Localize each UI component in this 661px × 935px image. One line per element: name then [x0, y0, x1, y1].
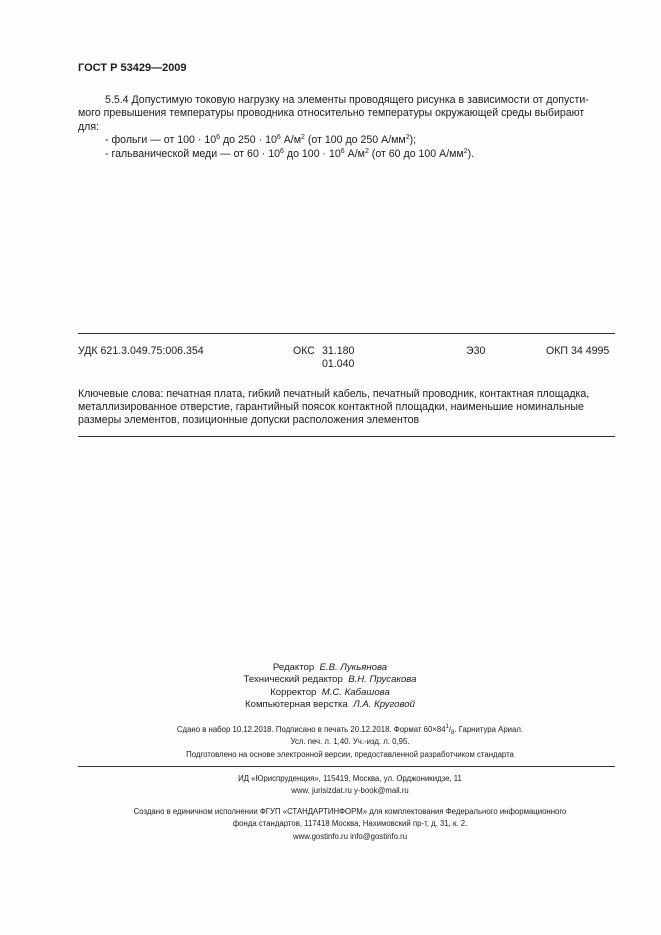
oks-code-2: 01.040	[322, 358, 355, 370]
copper-item	[78, 148, 616, 161]
publisher-line-1: ИД «Юриспруденция», 115419, Москва, ул. Орджоникидзе, 11	[238, 774, 462, 783]
keywords-line-3: размеры элементов, позиционные допуски расположения элементов	[78, 414, 420, 427]
credit-label: Компьютерная верстка	[245, 699, 348, 711]
clause-line-3: для:	[78, 120, 100, 133]
copper-exp: 6	[340, 147, 345, 155]
keywords-line-2: металлизированное отверстие, гарантийный поясок контактной площадки, наименьшие номинальные	[78, 401, 584, 414]
foil-exp: 2	[301, 134, 305, 142]
credit-label: Корректор	[270, 686, 317, 698]
publisher-line-2: www. jurisizdat.ru y-book@mail.ru	[291, 786, 409, 796]
format-fraction: $^1/_8$	[445, 724, 455, 736]
foil-text: до 250 · 10	[220, 134, 277, 147]
copper-text: (от 60 до 100 А/мм	[368, 147, 464, 160]
divider-top	[78, 333, 615, 334]
print-info-line-3: Подготовлено на основе электронной версии, предоставленной разработчиком стандарта	[186, 749, 514, 759]
e-code: Э30	[466, 345, 486, 357]
foil-text: А/м	[280, 134, 302, 147]
producer-line-2: фонда стандартов, 117418 Москва, Нахимовский пр-т, д. 31, к. 2.	[232, 819, 468, 829]
producer-line-1: Создано в единичном исполнении ФГУП «СТАНДАРТИНФОРМ» для комплектования Федерального информационного	[133, 807, 567, 816]
foil-item	[78, 134, 616, 147]
credit-label: Технический редактор	[243, 674, 343, 686]
foil-text: (от 100 до 250 А/мм	[304, 134, 406, 147]
credit-layout	[200, 699, 460, 711]
foil-text: - фольги — от 100 · 10	[105, 134, 217, 147]
keywords	[78, 388, 618, 428]
print-info-text: Сдано в набор 10.12.2018. Подписано в печать 20.12.2018. Формат 60×84	[176, 725, 446, 734]
copper-text: до 100 · 10	[283, 147, 341, 160]
clause-line-2: мого превышения температуры проводника относительно температуры окружающей среды выбирают	[78, 107, 585, 120]
credit-name: Л.А. Круговой	[353, 699, 415, 711]
credits	[200, 662, 460, 712]
foil-text: );	[409, 134, 417, 147]
print-info-text: . Гарнитура Ариал.	[454, 725, 524, 734]
copper-text: - гальванической меди — от 60 · 10	[105, 147, 281, 160]
udk-code: УДК 621.3.049.75:006.354	[78, 345, 204, 357]
credit-tech-editor	[200, 674, 460, 686]
credit-corrector	[200, 687, 460, 699]
publisher-info	[80, 773, 620, 798]
clause-line-1: 5.5.4 Допустимую токовую нагрузку на элементы проводящего рисунка в зависимости от допусти-	[105, 94, 589, 106]
oks-label: ОКС	[293, 345, 315, 357]
print-info-line-2: Усл. печ. л. 1,40. Уч.-изд. л. 0,95.	[290, 737, 410, 747]
divider-bottom	[78, 766, 615, 767]
divider-keywords	[78, 436, 615, 437]
credit-name: Е.В. Лукьянова	[319, 662, 388, 673]
clause-5-5-4	[78, 94, 616, 161]
foil-exp: 6	[216, 134, 221, 142]
oks-codes	[322, 345, 354, 371]
copper-exp: 2	[463, 147, 468, 155]
foil-exp: 2	[405, 134, 410, 142]
print-info	[80, 724, 620, 761]
oks-code-1: 31.180	[322, 345, 355, 357]
print-info-line-1	[80, 724, 620, 736]
credit-label: Редактор	[272, 662, 315, 673]
copper-text: ).	[467, 147, 475, 160]
producer-info	[80, 806, 620, 843]
credit-editor	[200, 662, 460, 674]
standard-code: ГОСТ Р 53429—2009	[78, 62, 187, 74]
copper-text: А/м	[344, 147, 365, 160]
okp-code: ОКП 34 4995	[546, 345, 610, 357]
foil-exp: 6	[276, 134, 281, 142]
producer-line-3: www.gostinfo.ru info@gostinfo.ru	[292, 831, 408, 841]
keywords-line-1: Ключевые слова: печатная плата, гибкий печатный кабель, печатный проводник, контактная площадка,	[78, 388, 590, 400]
credit-name: М.С. Кабашова	[321, 686, 390, 698]
credit-name: В.Н. Прусакова	[348, 674, 417, 686]
fraction-denominator: 8	[451, 730, 455, 736]
fraction-numerator: 1	[445, 724, 449, 730]
copper-exp: 2	[364, 147, 369, 155]
copper-exp: 6	[280, 147, 284, 155]
